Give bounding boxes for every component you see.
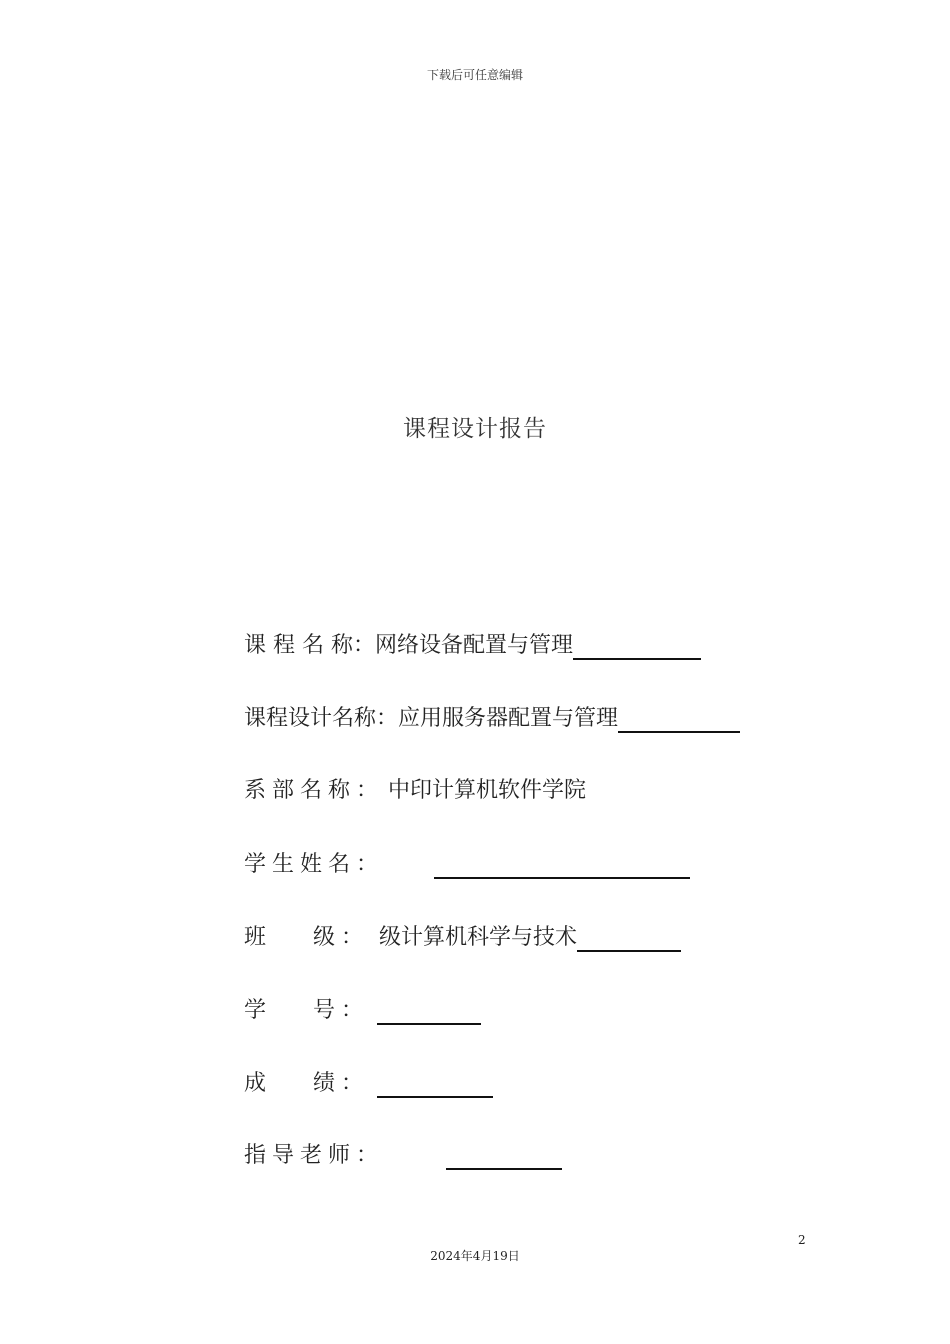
field-course-name <box>244 631 701 661</box>
course-name-underline <box>573 631 701 660</box>
class-label: 班 级： <box>244 925 369 950</box>
grade-underline <box>377 1069 493 1098</box>
student-name-underline <box>434 850 690 879</box>
course-name-label: 课 程 名 称： <box>244 633 375 658</box>
field-student-name <box>244 850 690 880</box>
field-grade <box>244 1069 493 1099</box>
department-value: 中印计算机软件学院 <box>388 778 587 803</box>
field-design-name <box>244 704 740 734</box>
advisor-label: 指导老师： <box>244 1143 385 1168</box>
design-name-value: 应用服务器配置与管理 <box>398 706 619 731</box>
grade-label: 成 绩： <box>244 1071 369 1096</box>
page-header: 下载后可任意编辑 <box>426 68 523 82</box>
course-name-value: 网络设备配置与管理 <box>374 633 573 658</box>
department-label: 系部名称： <box>244 778 385 803</box>
field-advisor <box>244 1141 562 1171</box>
advisor-underline <box>446 1141 562 1170</box>
footer-date: 2024年4月19日 <box>430 1249 520 1263</box>
student-id-label: 学 号： <box>244 998 369 1023</box>
design-name-underline <box>618 704 740 733</box>
field-student-id <box>244 996 481 1026</box>
field-class <box>244 923 681 953</box>
class-underline <box>577 923 681 952</box>
class-value: 级计算机科学与技术 <box>379 925 578 950</box>
student-id-underline <box>377 996 481 1025</box>
field-department <box>244 776 586 806</box>
document-title: 课程设计报告 <box>403 416 547 442</box>
page-number: 2 <box>798 1233 806 1247</box>
student-name-label: 学生姓名： <box>244 852 385 877</box>
design-name-label: 课程设计名称： <box>244 706 399 731</box>
